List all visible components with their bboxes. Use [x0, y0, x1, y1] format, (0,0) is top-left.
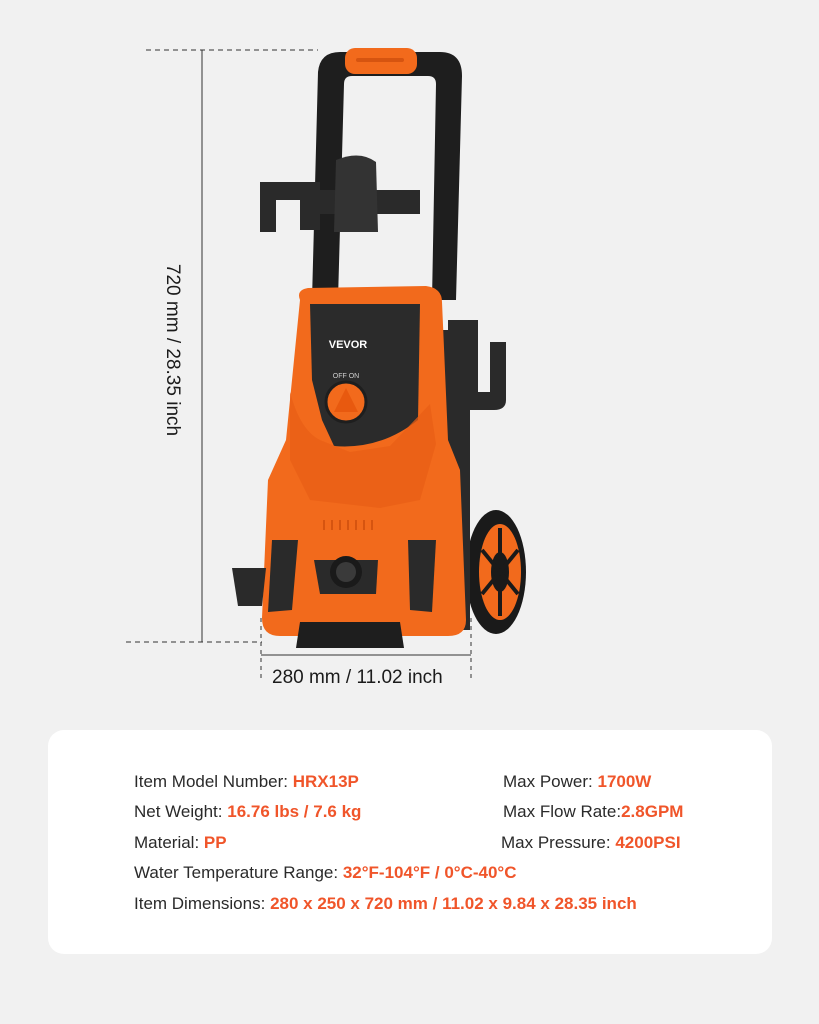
- spec-value: PP: [203, 833, 227, 852]
- spec-material: [134, 833, 227, 853]
- spec-label: Max Power:: [503, 772, 593, 791]
- spec-value: 1700W: [597, 772, 652, 791]
- spec-value: HRX13P: [292, 772, 359, 791]
- spec-item-dimensions: [134, 894, 637, 914]
- spec-label: Max Flow Rate:: [503, 802, 622, 821]
- width-dimension-label: 280 mm / 11.02 inch: [272, 667, 443, 688]
- handle-frame: [312, 48, 462, 300]
- spec-pressure: [501, 833, 681, 853]
- cord-hook: [260, 155, 420, 232]
- spec-power: [503, 772, 651, 792]
- spec-value: 32°F-104°F / 0°C-40°C: [342, 863, 517, 882]
- wheel: [466, 510, 526, 634]
- spec-flow: [503, 802, 683, 822]
- brand-logo: VEVOR: [328, 339, 368, 351]
- spec-label: Net Weight:: [134, 802, 223, 821]
- spec-label: Item Dimensions:: [134, 894, 266, 913]
- spec-label: Max Pressure:: [501, 833, 611, 852]
- spec-card: [48, 730, 772, 954]
- spec-value: 280 x 250 x 720 mm / 11.02 x 9.84 x 28.35 inch: [270, 894, 637, 913]
- spec-model: [134, 772, 359, 792]
- knob-label: OFF ON: [332, 373, 360, 380]
- spec-weight: [134, 802, 361, 822]
- spec-label: Material:: [134, 833, 200, 852]
- height-dimension-label: 720 mm / 28.35 inch: [162, 263, 183, 437]
- spec-value: 16.76 lbs / 7.6 kg: [227, 802, 362, 821]
- spec-label: Water Temperature Range:: [134, 863, 339, 882]
- spec-value: 2.8GPM: [621, 802, 684, 821]
- spec-label: Item Model Number:: [134, 772, 288, 791]
- spec-water-temp: [134, 863, 517, 883]
- spec-value: 4200PSI: [615, 833, 681, 852]
